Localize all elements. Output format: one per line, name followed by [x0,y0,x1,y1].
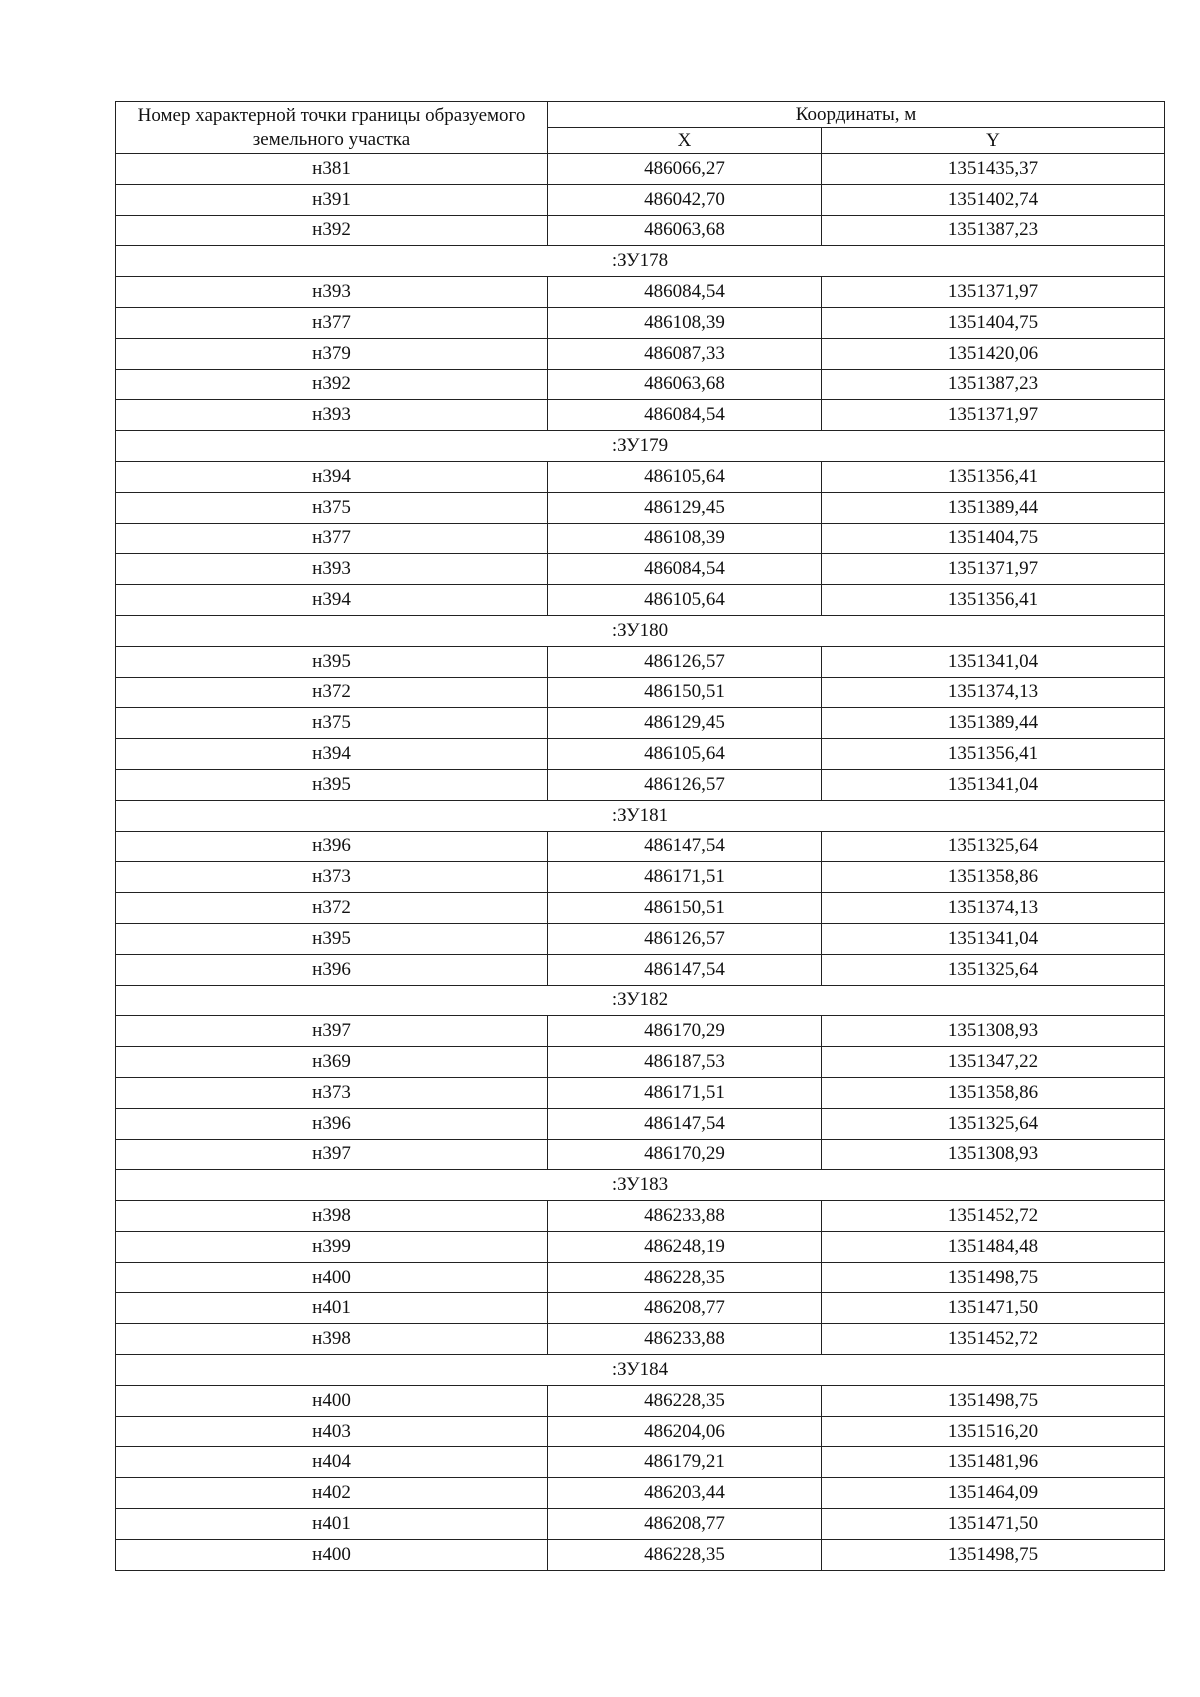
table-row [116,400,1165,431]
y-coordinate-cell: 1351371,97 [822,554,1165,585]
y-coordinate-cell: 1351452,72 [822,1201,1165,1232]
point-number-cell: н373 [116,1077,548,1108]
x-coordinate-cell: 486105,64 [548,585,822,616]
y-coordinate-cell: 1351498,75 [822,1539,1165,1570]
table-row [116,1108,1165,1139]
point-number-cell: н398 [116,1201,548,1232]
x-coordinate-cell: 486228,35 [548,1385,822,1416]
x-coordinate-cell: 486203,44 [548,1478,822,1509]
x-coordinate-cell: 486147,54 [548,954,822,985]
point-number-cell: н375 [116,492,548,523]
y-coordinate-cell: 1351387,23 [822,369,1165,400]
x-coordinate-cell: 486105,64 [548,739,822,770]
point-number-cell: н377 [116,523,548,554]
y-coordinate-cell: 1351452,72 [822,1324,1165,1355]
table-row [116,585,1165,616]
section-label: :ЗУ183 [116,1170,1165,1201]
section-label: :ЗУ181 [116,800,1165,831]
y-coordinate-cell: 1351371,97 [822,400,1165,431]
y-coordinate-cell: 1351498,75 [822,1262,1165,1293]
table-row [116,646,1165,677]
point-number-cell: н403 [116,1416,548,1447]
point-number-cell: н369 [116,1047,548,1078]
x-coordinate-cell: 486228,35 [548,1539,822,1570]
y-coordinate-cell: 1351356,41 [822,461,1165,492]
y-coordinate-cell: 1351404,75 [822,523,1165,554]
table-row [116,1201,1165,1232]
table-row [116,1231,1165,1262]
table-row [116,1262,1165,1293]
table-row [116,461,1165,492]
y-coordinate-cell: 1351358,86 [822,1077,1165,1108]
table-row [116,862,1165,893]
table-row [116,338,1165,369]
y-coordinate-cell: 1351356,41 [822,739,1165,770]
coordinates-table [115,101,1165,1571]
section-row [116,800,1165,831]
point-number-cell: н398 [116,1324,548,1355]
point-number-cell: н379 [116,338,548,369]
x-coordinate-cell: 486042,70 [548,184,822,215]
table-row [116,1478,1165,1509]
point-number-cell: н400 [116,1385,548,1416]
table-row [116,1416,1165,1447]
point-number-cell: н394 [116,461,548,492]
x-coordinate-cell: 486171,51 [548,862,822,893]
x-coordinate-cell: 486233,88 [548,1201,822,1232]
point-number-cell: н381 [116,154,548,185]
point-number-cell: н396 [116,1108,548,1139]
y-coordinate-cell: 1351471,50 [822,1509,1165,1540]
x-coordinate-cell: 486108,39 [548,307,822,338]
table-row [116,1447,1165,1478]
x-coordinate-cell: 486129,45 [548,708,822,739]
y-coordinate-cell: 1351387,23 [822,215,1165,246]
point-number-cell: н401 [116,1509,548,1540]
table-row [116,893,1165,924]
table-row [116,554,1165,585]
table-row [116,1139,1165,1170]
table-row [116,1539,1165,1570]
y-coordinate-cell: 1351308,93 [822,1016,1165,1047]
section-row [116,1170,1165,1201]
x-coordinate-cell: 486248,19 [548,1231,822,1262]
x-coordinate-cell: 486233,88 [548,1324,822,1355]
table-row [116,154,1165,185]
x-coordinate-cell: 486171,51 [548,1077,822,1108]
x-coordinate-cell: 486129,45 [548,492,822,523]
table-row [116,369,1165,400]
x-coordinate-cell: 486084,54 [548,400,822,431]
table-row [116,1293,1165,1324]
y-coordinate-cell: 1351341,04 [822,923,1165,954]
table-row [116,184,1165,215]
point-number-cell: н392 [116,369,548,400]
table-row [116,1509,1165,1540]
table-row [116,677,1165,708]
y-coordinate-cell: 1351358,86 [822,862,1165,893]
point-number-cell: н372 [116,677,548,708]
table-row [116,923,1165,954]
table-row [116,1385,1165,1416]
point-number-cell: н402 [116,1478,548,1509]
table-row [116,1324,1165,1355]
table-row [116,307,1165,338]
header-y: Y [822,128,1165,154]
point-number-cell: н395 [116,923,548,954]
point-number-cell: н393 [116,400,548,431]
x-coordinate-cell: 486208,77 [548,1293,822,1324]
y-coordinate-cell: 1351389,44 [822,708,1165,739]
y-coordinate-cell: 1351464,09 [822,1478,1165,1509]
table-body [116,154,1165,1571]
point-number-cell: н375 [116,708,548,739]
point-number-cell: н394 [116,739,548,770]
point-number-cell: н397 [116,1016,548,1047]
section-label: :ЗУ184 [116,1355,1165,1386]
point-number-cell: н404 [116,1447,548,1478]
table-row [116,739,1165,770]
y-coordinate-cell: 1351404,75 [822,307,1165,338]
x-coordinate-cell: 486063,68 [548,369,822,400]
table-row [116,831,1165,862]
section-label: :ЗУ179 [116,431,1165,462]
section-label: :ЗУ180 [116,615,1165,646]
table-row [116,523,1165,554]
table-row [116,215,1165,246]
point-number-cell: н393 [116,554,548,585]
y-coordinate-cell: 1351389,44 [822,492,1165,523]
y-coordinate-cell: 1351498,75 [822,1385,1165,1416]
table-row [116,954,1165,985]
point-number-cell: н396 [116,954,548,985]
header-coordinates: Координаты, м [548,102,1165,128]
x-coordinate-cell: 486179,21 [548,1447,822,1478]
y-coordinate-cell: 1351347,22 [822,1047,1165,1078]
x-coordinate-cell: 486087,33 [548,338,822,369]
y-coordinate-cell: 1351341,04 [822,646,1165,677]
point-number-cell: н401 [116,1293,548,1324]
y-coordinate-cell: 1351374,13 [822,677,1165,708]
y-coordinate-cell: 1351371,97 [822,277,1165,308]
section-row [116,985,1165,1016]
point-number-cell: н395 [116,646,548,677]
y-coordinate-cell: 1351325,64 [822,1108,1165,1139]
x-coordinate-cell: 486066,27 [548,154,822,185]
x-coordinate-cell: 486126,57 [548,769,822,800]
point-number-cell: н392 [116,215,548,246]
point-number-cell: н372 [116,893,548,924]
table-row [116,1016,1165,1047]
x-coordinate-cell: 486126,57 [548,923,822,954]
point-number-cell: н397 [116,1139,548,1170]
y-coordinate-cell: 1351325,64 [822,831,1165,862]
point-number-cell: н377 [116,307,548,338]
y-coordinate-cell: 1351420,06 [822,338,1165,369]
x-coordinate-cell: 486126,57 [548,646,822,677]
y-coordinate-cell: 1351484,48 [822,1231,1165,1262]
section-row [116,1355,1165,1386]
y-coordinate-cell: 1351481,96 [822,1447,1165,1478]
point-number-cell: н373 [116,862,548,893]
x-coordinate-cell: 486208,77 [548,1509,822,1540]
x-coordinate-cell: 486170,29 [548,1139,822,1170]
point-number-cell: н396 [116,831,548,862]
y-coordinate-cell: 1351325,64 [822,954,1165,985]
section-row [116,615,1165,646]
x-coordinate-cell: 486228,35 [548,1262,822,1293]
x-coordinate-cell: 486108,39 [548,523,822,554]
y-coordinate-cell: 1351516,20 [822,1416,1165,1447]
x-coordinate-cell: 486150,51 [548,893,822,924]
point-number-cell: н400 [116,1262,548,1293]
x-coordinate-cell: 486170,29 [548,1016,822,1047]
x-coordinate-cell: 486063,68 [548,215,822,246]
point-number-cell: н393 [116,277,548,308]
x-coordinate-cell: 486147,54 [548,1108,822,1139]
table-header-row [116,102,1165,128]
point-number-cell: н391 [116,184,548,215]
y-coordinate-cell: 1351435,37 [822,154,1165,185]
x-coordinate-cell: 486084,54 [548,554,822,585]
section-row [116,246,1165,277]
table-row [116,1047,1165,1078]
y-coordinate-cell: 1351402,74 [822,184,1165,215]
y-coordinate-cell: 1351374,13 [822,893,1165,924]
point-number-cell: н395 [116,769,548,800]
x-coordinate-cell: 486147,54 [548,831,822,862]
y-coordinate-cell: 1351356,41 [822,585,1165,616]
section-row [116,431,1165,462]
table-row [116,277,1165,308]
y-coordinate-cell: 1351471,50 [822,1293,1165,1324]
table-row [116,492,1165,523]
x-coordinate-cell: 486105,64 [548,461,822,492]
x-coordinate-cell: 486204,06 [548,1416,822,1447]
y-coordinate-cell: 1351308,93 [822,1139,1165,1170]
table-row [116,1077,1165,1108]
header-point-number: Номер характерной точки границы образуемого земельного участка [116,102,548,154]
point-number-cell: н400 [116,1539,548,1570]
point-number-cell: н394 [116,585,548,616]
table-row [116,708,1165,739]
header-x: X [548,128,822,154]
point-number-cell: н399 [116,1231,548,1262]
x-coordinate-cell: 486150,51 [548,677,822,708]
section-label: :ЗУ178 [116,246,1165,277]
x-coordinate-cell: 486084,54 [548,277,822,308]
y-coordinate-cell: 1351341,04 [822,769,1165,800]
x-coordinate-cell: 486187,53 [548,1047,822,1078]
section-label: :ЗУ182 [116,985,1165,1016]
table-row [116,769,1165,800]
